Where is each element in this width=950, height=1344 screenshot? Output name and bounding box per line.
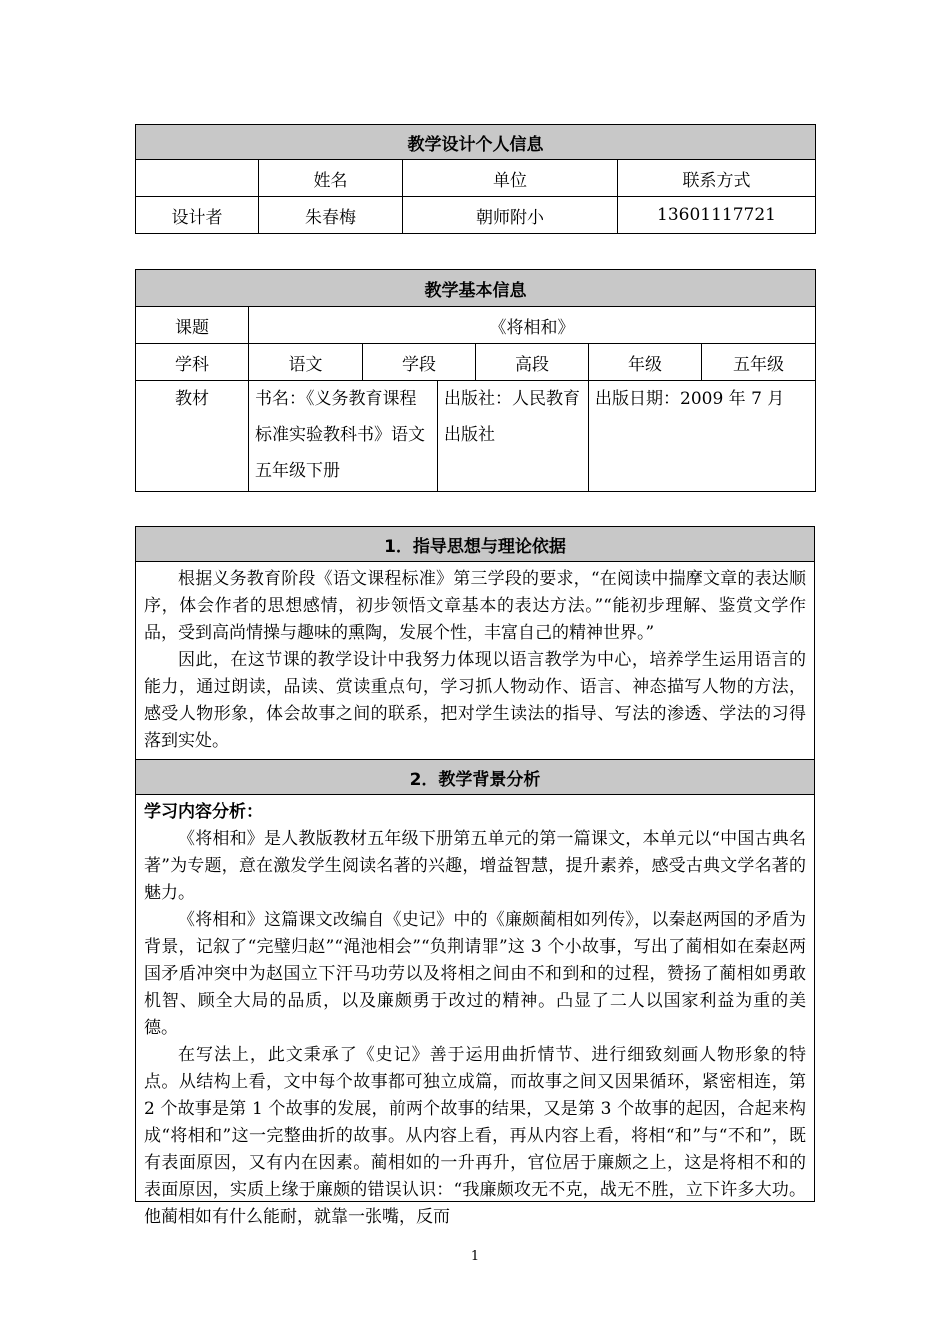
stage-label: 学段 — [363, 344, 476, 381]
section2-body — [136, 795, 815, 1227]
basic-info-title: 教学基本信息 — [136, 270, 816, 307]
header-unit: 单位 — [403, 160, 618, 197]
section2-paragraph: 《将相和》这篇课文改编自《史记》中的《廉颇蔺相如列传》，以秦赵两国的矛盾为背景，记叙了“完璧归赵”“渑池相会”“负荆请罪”这 3 个小故事，写出了蔺相如在秦赵两国矛盾冲突中为赵国立下汗马功劳以及将相之间由不和到和的过程，赞扬了蔺相如勇敢机智、顾全大局的品质，以及廉颇勇于改过的精神。凸显了二人以国家利益为重的美德。 — [144, 910, 806, 1038]
section1-title: 1．指导思想与理论依据 — [136, 527, 815, 562]
topic-label: 课题 — [136, 307, 249, 344]
designer-contact: 13601117721 — [618, 197, 816, 234]
design-content-table — [135, 526, 815, 1227]
designer-label: 设计者 — [136, 197, 259, 234]
personal-info-title: 教学设计个人信息 — [136, 125, 816, 160]
subject-value: 语文 — [249, 344, 363, 381]
stage-value: 高段 — [476, 344, 589, 381]
section1-body — [136, 562, 815, 760]
material-book: 书名：《义务教育课程标准实验教科书》语文五年级下册 — [249, 381, 438, 492]
material-publisher: 出版社：人民教育出版社 — [438, 381, 589, 492]
section2-title: 2．教学背景分析 — [136, 760, 815, 795]
header-name: 姓名 — [259, 160, 403, 197]
page-number: 1 — [470, 1249, 480, 1264]
material-pub-date: 出版日期：2009 年 7 月 — [589, 381, 816, 492]
topic-value: 《将相和》 — [249, 307, 816, 344]
grade-label: 年级 — [589, 344, 702, 381]
material-label: 教材 — [136, 381, 249, 492]
section1-paragraph: 根据义务教育阶段《语文课程标准》第三学段的要求，“在阅读中揣摩文章的表达顺序，体会作者的思想感情，初步领悟文章基本的表达方法。”“能初步理解、鉴赏文学作品，受到高尚情操与趣味的熏陶，发展个性，丰富自己的精神世界。” — [144, 569, 806, 643]
designer-name: 朱春梅 — [259, 197, 403, 234]
section2-subtitle: 学习内容分析： — [144, 802, 263, 822]
designer-unit: 朝师附小 — [403, 197, 618, 234]
section2-paragraph: 《将相和》是人教版教材五年级下册第五单元的第一篇课文，本单元以“中国古典名著”为专题，意在激发学生阅读名著的兴趣，增益智慧，提升素养，感受古典文学名著的魅力。 — [144, 829, 806, 903]
basic-info-table — [135, 269, 816, 492]
section2-paragraph: 在写法上，此文秉承了《史记》善于运用曲折情节、进行细致刻画人物形象的特点。从结构上看，文中每个故事都可独立成篇，而故事之间又因果循环，紧密相连，第 2 个故事是第 1 个故事的发展，前两个故事的结果，又是第 3 个故事的起因，合起来构成“将相和”这一完整曲折的故事。从内容上看，再从内容上看，将相“和”与“不和”，既有表面原因，又有内在因素。蔺相如的一升再升，官位居于廉颇之上，这是将相不和的表面原因，实质上缘于廉颇的错误认识：“我廉颇攻无不克，战无不胜，立下许多大功。他蔺相如有什么能耐，就靠一张嘴，反而 — [144, 1045, 806, 1227]
empty-cell — [136, 160, 259, 197]
subject-label: 学科 — [136, 344, 249, 381]
section1-paragraph: 因此，在这节课的教学设计中我努力体现以语言教学为中心，培养学生运用语言的能力，通过朗读，品读、赏读重点句，学习抓人物动作、语言、神态描写人物的方法，感受人物形象，体会故事之间的联系，把对学生读法的指导、写法的渗透、学法的习得落到实处。 — [144, 650, 806, 751]
grade-value: 五年级 — [702, 344, 816, 381]
header-contact: 联系方式 — [618, 160, 816, 197]
personal-info-table — [135, 124, 816, 234]
